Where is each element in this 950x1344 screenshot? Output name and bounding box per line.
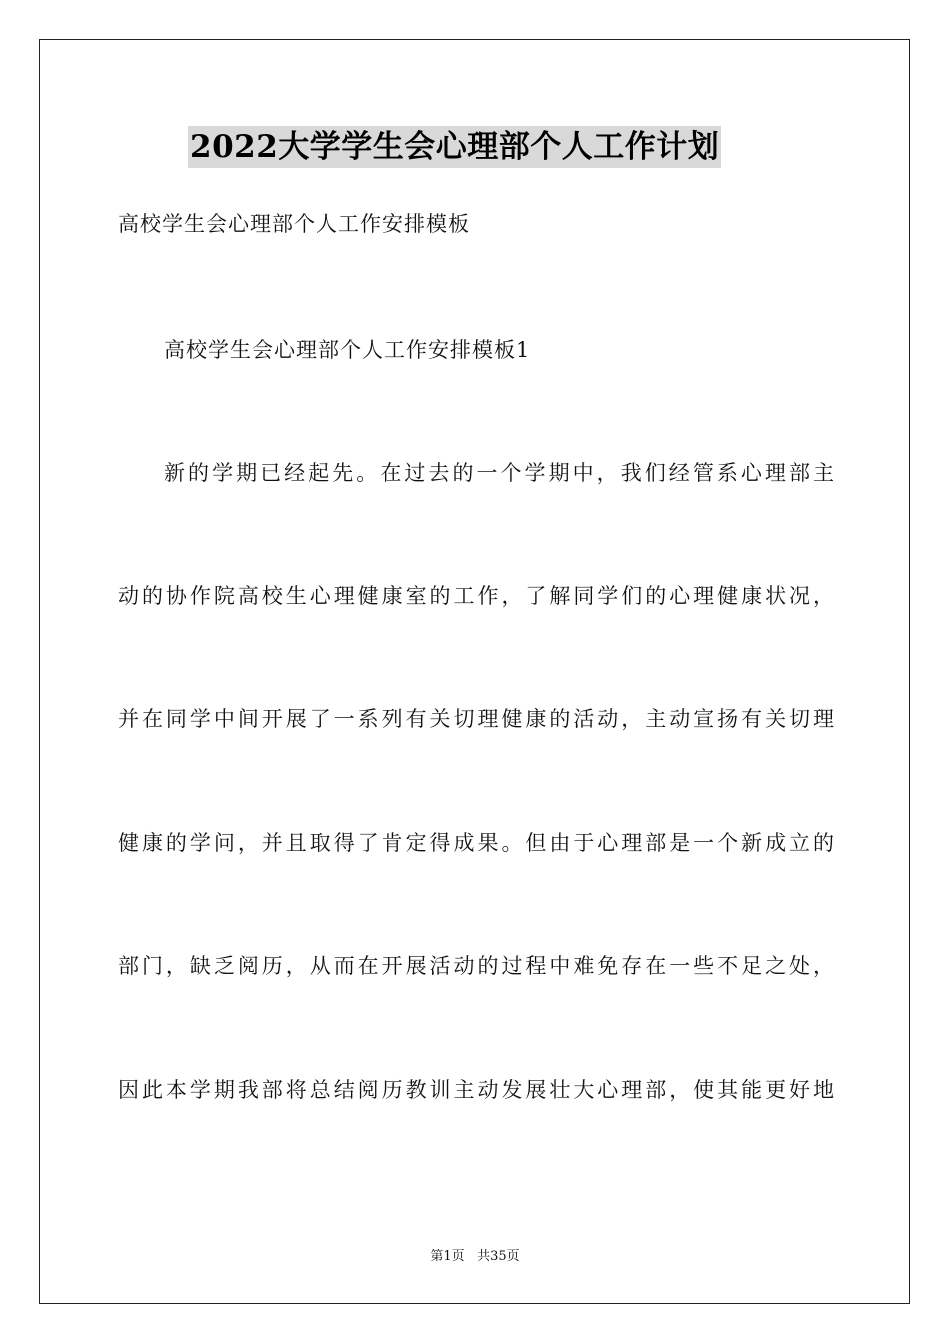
page-footer [0,1248,950,1266]
body-line-4: 健康的学问，并且取得了肯定得成果。但由于心理部是一个新成立的 [118,831,834,855]
body-line-6: 因此本学期我部将总结阅历教训主动发展壮大心理部，使其能更好地 [118,1078,834,1102]
section-heading: 高校学生会心理部个人工作安排模板1 [164,338,531,362]
page-number-current: 第1页 [430,1249,465,1264]
body-line-5: 部门，缺乏阅历，从而在开展活动的过程中难免存在一些不足之处， [118,954,834,978]
body-line-2: 动的协作院高校生心理健康室的工作，了解同学们的心理健康状况， [118,584,834,608]
body-line-1: 新的学期已经起先。在过去的一个学期中，我们经管系心理部主 [164,461,834,485]
document-title: 2022大学学生会心理部个人工作计划 [188,126,721,168]
document-subtitle: 高校学生会心理部个人工作安排模板 [118,212,470,236]
body-line-3: 并在同学中间开展了一系列有关切理健康的活动，主动宣扬有关切理 [118,707,834,731]
page-number-total: 共35页 [477,1249,520,1264]
